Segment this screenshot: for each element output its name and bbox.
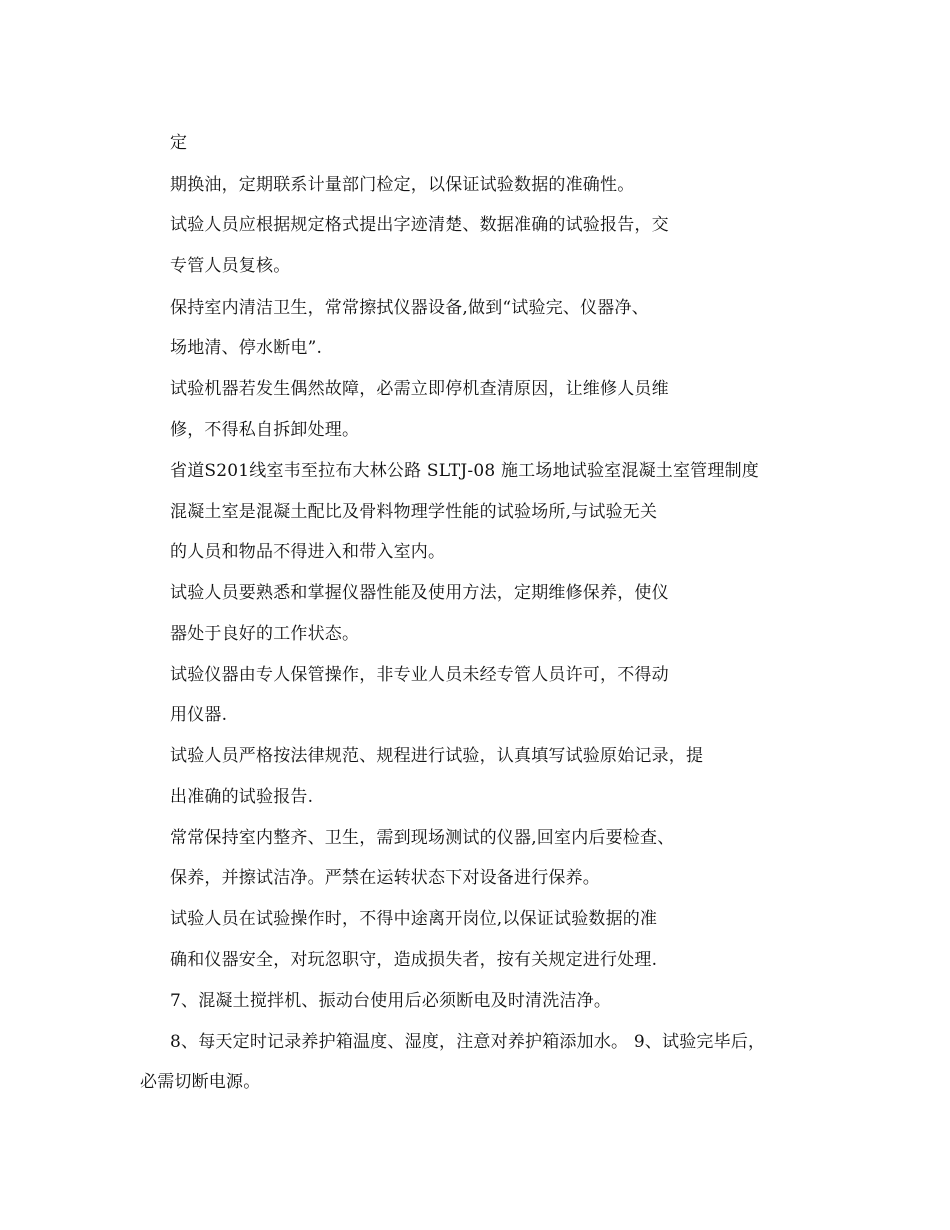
section-title: 省道S201线室韦至拉布大林公路 SLTJ-08 施工场地试验室混凝土室管理制度	[170, 461, 759, 481]
text-line: 专管人员复核。	[170, 256, 291, 276]
text-line: 试验人员要熟悉和掌握仪器性能及使用方法，定期维修保养，使仪	[170, 583, 669, 603]
text-line: 器处于良好的工作状态。	[170, 624, 360, 644]
text-line: 试验人员严格按法律规范、规程进行试验，认真填写试验原始记录，提	[170, 746, 704, 766]
text-line: 修，不得私自拆卸处理。	[170, 420, 360, 440]
text-line: 的人员和物品不得进入和带入室内。	[170, 542, 446, 562]
text-line: 确和仪器安全，对玩忽职守，造成损失者，按有关规定进行处理.	[170, 950, 658, 970]
text-line: 保持室内清洁卫生，常常擦拭仪器设备,做到“试验完、仪器净、	[170, 298, 649, 318]
text-line: 7、混凝土搅拌机、振动台使用后必须断电及时清洗洁净。	[170, 991, 612, 1011]
text-line: 期换油，定期联系计量部门检定，以保证试验数据的准确性。	[170, 175, 635, 195]
text-line: 8、每天定时记录养护箱温度、湿度，注意对养护箱添加水。 9、试验完毕后，	[170, 1032, 766, 1052]
text-line: 出准确的试验报告.	[170, 787, 314, 807]
text-line: 保养，并擦试洁净。严禁在运转状态下对设备进行保养。	[170, 868, 600, 888]
text-line: 试验机器若发生偶然故障，必需立即停机查清原因，让维修人员维	[170, 379, 669, 399]
text-line: 用仪器.	[170, 705, 228, 725]
text-line: 试验人员应根据规定格式提出字迹清楚、数据准确的试验报告，交	[170, 215, 669, 235]
text-line: 常常保持室内整齐、卫生，需到现场测试的仪器,回室内后要检查、	[170, 828, 675, 848]
text-line: 必需切断电源。	[140, 1072, 261, 1092]
text-line: 混凝土室是混凝土配比及骨料物理学性能的试验场所,与试验无关	[170, 502, 658, 522]
text-line: 试验仪器由专人保管操作，非专业人员未经专管人员许可，不得动	[170, 665, 669, 685]
text-line: 试验人员在试验操作时，不得中途离开岗位,以保证试验数据的准	[170, 909, 658, 929]
text-line: 场地清、停水断电”.	[170, 338, 323, 358]
text-line: 定	[170, 133, 188, 153]
